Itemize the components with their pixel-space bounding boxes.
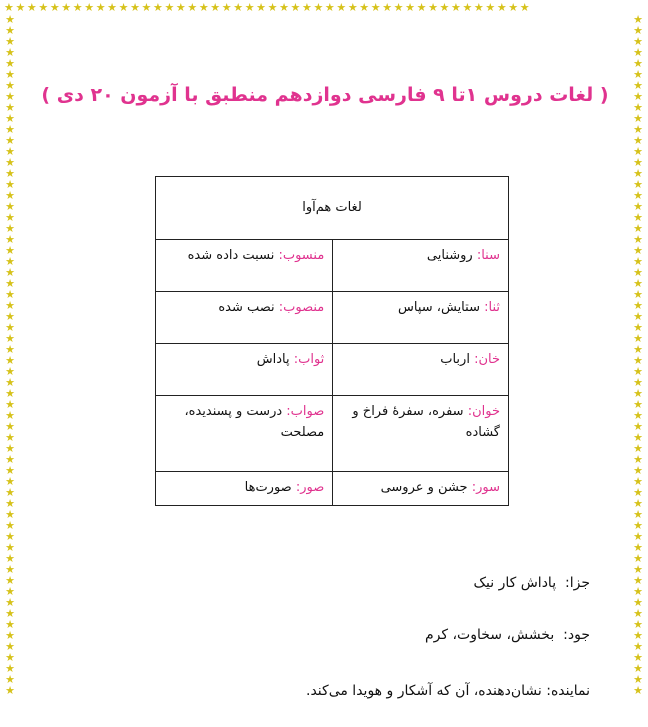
table-row bbox=[156, 292, 509, 344]
cell-right: خان: ارباب bbox=[333, 344, 509, 396]
left-star-border: ★★★★★★★★★★★★★★★★★★★★★★★★★★★★★★★★★★★★★★★★★★★★★★★★★★★★★★★★★★★★★★ bbox=[5, 14, 15, 697]
table-header: لغات هم‌آوا bbox=[156, 177, 509, 240]
definition: بخشش، سخاوت، کرم bbox=[425, 627, 555, 643]
word: ثنا bbox=[488, 300, 500, 315]
cell-right: خوان: سفره، سفرهٔ فراخ و گشاده bbox=[333, 396, 509, 472]
definition: نصب شده bbox=[218, 300, 275, 315]
definition: صورت‌ها bbox=[244, 480, 292, 495]
cell-left: صواب: درست و پسندیده، مصلحت bbox=[156, 396, 333, 472]
word: منصوب bbox=[283, 300, 325, 315]
definition: پاداش کار نیک bbox=[473, 575, 557, 591]
page-title: ( لغات دروس ۱تا ۹ فارسی دوازدهم منطبق با آزمون ۲۰ دی ) bbox=[41, 84, 609, 106]
extra-entry: نماینده: نشان‌دهنده، آن که آشکار و هویدا می‌کند. bbox=[306, 683, 590, 699]
cell-left: منسوب: نسبت داده شده bbox=[156, 240, 333, 292]
cell-left: منصوب: نصب شده bbox=[156, 292, 333, 344]
definition: درست و پسندیده، مصلحت bbox=[184, 404, 325, 440]
cell-right: سنا: روشنایی bbox=[333, 240, 509, 292]
top-star-border: ★★★★★★★★★★★★★★★★★★★★★★★★★★★★★★★★★★★★★★★★★★★★★★ bbox=[4, 2, 532, 13]
word: صواب bbox=[290, 404, 325, 419]
word: صور bbox=[300, 480, 325, 495]
definition: ستایش، سپاس bbox=[398, 300, 480, 315]
word: ثواب bbox=[298, 352, 325, 367]
cell-right: ثنا: ستایش، سپاس bbox=[333, 292, 509, 344]
word: جزا bbox=[569, 575, 590, 591]
table-row bbox=[156, 396, 509, 472]
table-row bbox=[156, 344, 509, 396]
homophone-table bbox=[155, 176, 509, 506]
extra-entry: جزا: پاداش کار نیک bbox=[473, 575, 590, 591]
word: نماینده bbox=[550, 683, 590, 699]
word: سور bbox=[476, 480, 500, 495]
table-row bbox=[156, 240, 509, 292]
word: خان bbox=[478, 352, 500, 367]
word: سنا bbox=[481, 248, 500, 263]
definition: جشن و عروسی bbox=[380, 480, 468, 495]
extra-entry: جود: بخشش، سخاوت، کرم bbox=[425, 627, 590, 643]
definition: پاداش bbox=[256, 352, 290, 367]
definition: نشان‌دهنده، آن که آشکار و هویدا می‌کند. bbox=[306, 683, 542, 699]
cell-left: صور: صورت‌ها bbox=[156, 472, 333, 506]
cell-right: سور: جشن و عروسی bbox=[333, 472, 509, 506]
word: جود bbox=[567, 627, 590, 643]
right-star-border: ★★★★★★★★★★★★★★★★★★★★★★★★★★★★★★★★★★★★★★★★★★★★★★★★★★★★★★★★★★★★★★ bbox=[633, 14, 643, 697]
definition: ارباب bbox=[440, 352, 470, 367]
word: منسوب bbox=[282, 248, 325, 263]
definition: روشنایی bbox=[426, 248, 473, 263]
definition: سفره، سفرهٔ فراخ و گشاده bbox=[352, 404, 500, 440]
table-row bbox=[156, 472, 509, 506]
cell-left: ثواب: پاداش bbox=[156, 344, 333, 396]
word: خوان bbox=[472, 404, 500, 419]
definition: نسبت داده شده bbox=[187, 248, 275, 263]
